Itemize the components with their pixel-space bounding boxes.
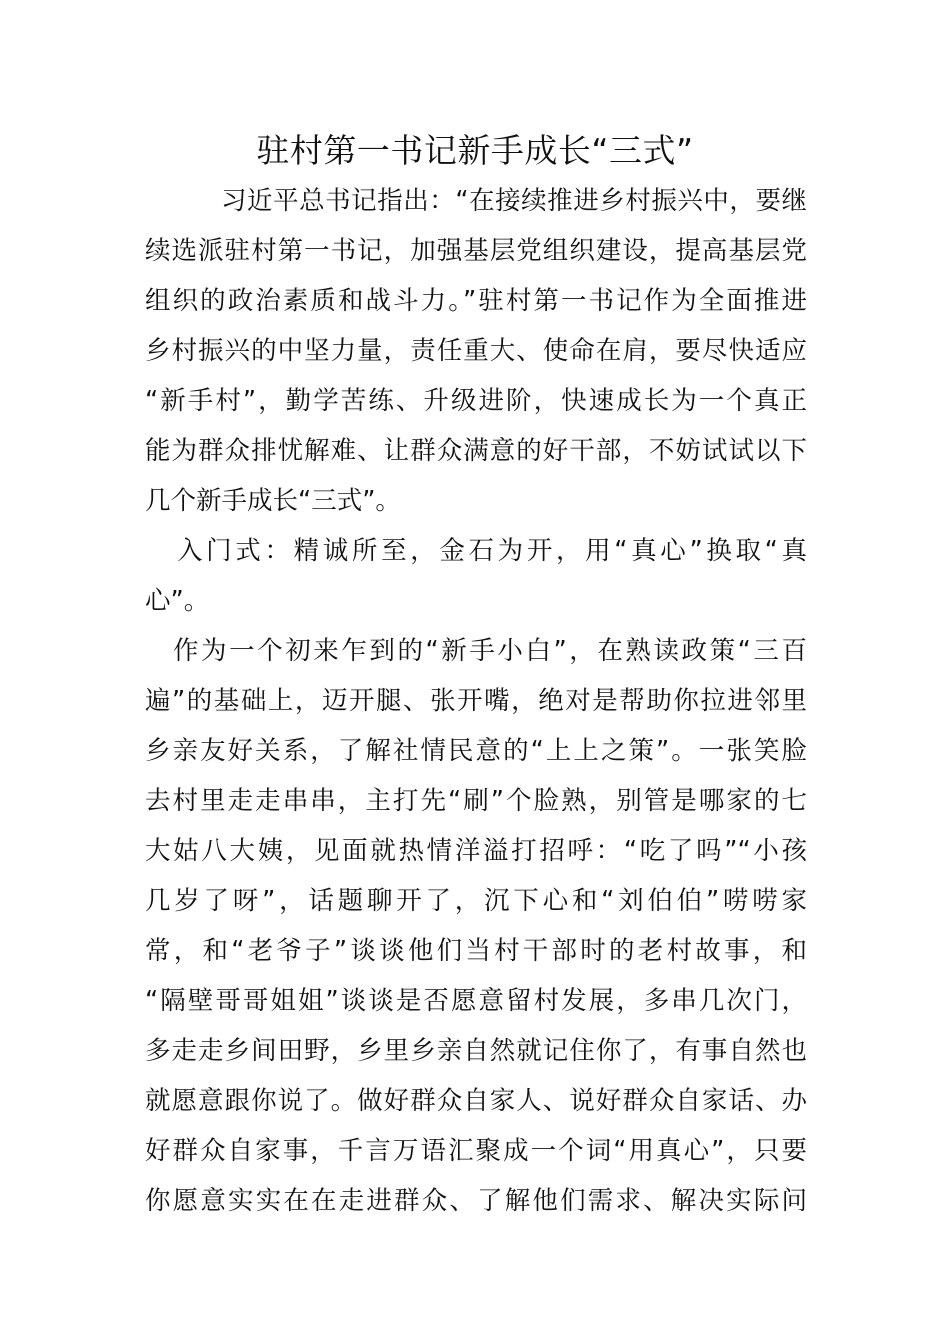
paragraph-line: 能为群众排忧解难、让群众满意的好干部，不妨试试以下	[145, 436, 807, 466]
paragraph-line: 遍”的基础上，迈开腿、张开嘴，绝对是帮助你拉进邻里	[145, 686, 807, 716]
paragraph-line: 几岁了呀”，话题聊开了，沉下心和“刘伯伯”唠唠家	[145, 886, 807, 916]
paragraph-line: 乡亲友好关系，了解社情民意的“上上之策”。一张笑脸	[145, 736, 807, 766]
paragraph-line: 去村里走走串串，主打先“刷”个脸熟，别管是哪家的七	[145, 786, 807, 816]
paragraph-line: 多走走乡间田野，乡里乡亲自然就记住你了，有事自然也	[145, 1036, 807, 1066]
paragraph-line: 习近平总书记指出：“在接续推进乡村振兴中，要继	[221, 186, 807, 216]
paragraph-line: 就愿意跟你说了。做好群众自家人、说好群众自家话、办	[145, 1086, 807, 1116]
paragraph-line: “隔壁哥哥姐姐”谈谈是否愿意留村发展，多串几次门，	[145, 986, 807, 1016]
paragraph-line: 大姑八大姨，见面就热情洋溢打招呼：“吃了吗”“小孩	[145, 836, 807, 866]
paragraph-line: 作为一个初来乍到的“新手小白”，在熟读政策“三百	[173, 636, 807, 666]
paragraph-line: 好群众自家事，千言万语汇聚成一个词“用真心”，只要	[145, 1136, 807, 1166]
section-heading-line: 入门式：精诚所至，金石为开，用“真心”换取“真	[177, 536, 807, 566]
paragraph-line: 你愿意实实在在走进群众、了解他们需求、解决实际问	[145, 1186, 807, 1216]
paragraph-line: 几个新手成长“三式”。	[145, 486, 401, 516]
paragraph-line: 常，和“老爷子”谈谈他们当村干部时的老村故事，和	[145, 936, 807, 966]
paragraph-line: “新手村”，勤学苦练、升级进阶，快速成长为一个真正	[145, 386, 807, 416]
document-title: 驻村第一书记新手成长“三式”	[256, 131, 694, 170]
document-body	[145, 176, 807, 1226]
paragraph-line: 组织的政治素质和战斗力。”驻村第一书记作为全面推进	[145, 286, 807, 316]
paragraph-line: 乡村振兴的中坚力量，责任重大、使命在肩，要尽快适应	[145, 336, 807, 366]
paragraph-line: 续选派驻村第一书记，加强基层党组织建设，提高基层党	[145, 236, 807, 266]
section-heading-line: 心”。	[145, 586, 210, 616]
